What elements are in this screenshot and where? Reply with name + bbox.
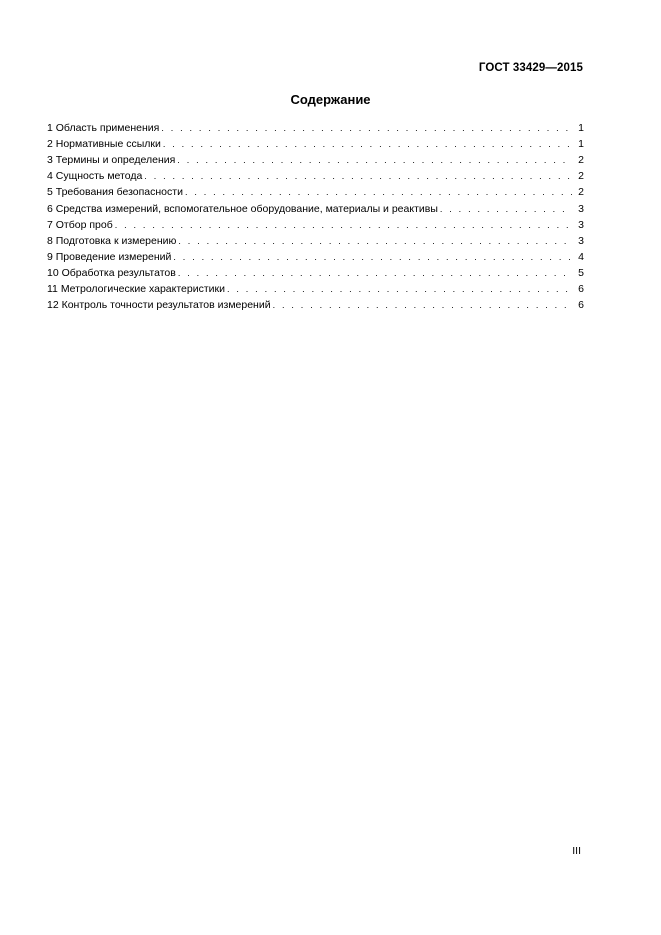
toc-title: Содержание [290, 92, 371, 107]
toc-dot-leader [178, 266, 572, 280]
toc-item-label: 3 Термины и определения [47, 154, 176, 167]
toc-item-accuracy-control[interactable] [47, 296, 584, 312]
toc-item-measurement-preparation[interactable] [47, 232, 584, 248]
toc-dot-leader [185, 185, 572, 199]
toc-item-page: 2 [578, 186, 584, 199]
toc-item-measuring-instruments[interactable] [47, 199, 584, 215]
toc-item-page: 3 [578, 234, 584, 247]
toc-dot-leader [115, 218, 572, 232]
toc-item-label: 5 Требования безопасности [47, 186, 183, 199]
toc-item-page: 6 [578, 283, 584, 296]
toc-item-performing-measurements[interactable] [47, 248, 584, 264]
toc-dot-leader [178, 234, 572, 248]
toc-item-page: 1 [578, 122, 584, 135]
toc-dot-leader [177, 153, 572, 167]
toc-item-page: 2 [578, 154, 584, 167]
toc-item-label: 11 Метрологические характеристики [47, 283, 225, 296]
toc-item-page: 3 [578, 218, 584, 231]
toc-item-page: 4 [578, 250, 584, 263]
toc-item-label: 8 Подготовка к измерению [47, 234, 177, 247]
toc-item-label: 12 Контроль точности результатов измерений [47, 299, 271, 312]
toc-item-page: 1 [578, 138, 584, 151]
toc-dot-leader [227, 282, 572, 296]
toc-item-page: 3 [578, 202, 584, 215]
toc-dot-leader [173, 250, 572, 264]
toc-item-label: 10 Обработка результатов [47, 266, 176, 279]
toc-item-label: 7 Отбор проб [47, 218, 113, 231]
toc-item-results-processing[interactable] [47, 264, 584, 280]
toc-item-metrological-characteristics[interactable] [47, 280, 584, 296]
toc-item-label: 9 Проведение измерений [47, 250, 172, 263]
toc-item-page: 5 [578, 266, 584, 279]
toc-dot-leader [440, 202, 572, 216]
toc-item-page: 2 [578, 170, 584, 183]
toc-dot-leader [163, 137, 572, 151]
toc-item-page: 6 [578, 299, 584, 312]
toc-item-normative-references[interactable] [47, 135, 584, 151]
toc-item-terms-definitions[interactable] [47, 151, 584, 167]
toc-item-scope[interactable] [47, 119, 584, 135]
toc-item-method-essence[interactable] [47, 167, 584, 183]
toc-dot-leader [273, 298, 572, 312]
toc-dot-leader [161, 121, 572, 135]
toc-item-label: 1 Область применения [47, 122, 160, 135]
toc-item-sampling[interactable] [47, 216, 584, 232]
toc-item-label: 4 Сущность метода [47, 170, 143, 183]
page-number: III [572, 845, 581, 857]
table-of-contents [47, 119, 584, 312]
toc-dot-leader [144, 169, 572, 183]
document-header-standard-id: ГОСТ 33429—2015 [478, 62, 583, 74]
toc-item-safety-requirements[interactable] [47, 183, 584, 199]
toc-item-label: 6 Средства измерений, вспомогательное оборудование, материалы и реактивы [47, 202, 438, 215]
toc-item-label: 2 Нормативные ссылки [47, 138, 161, 151]
